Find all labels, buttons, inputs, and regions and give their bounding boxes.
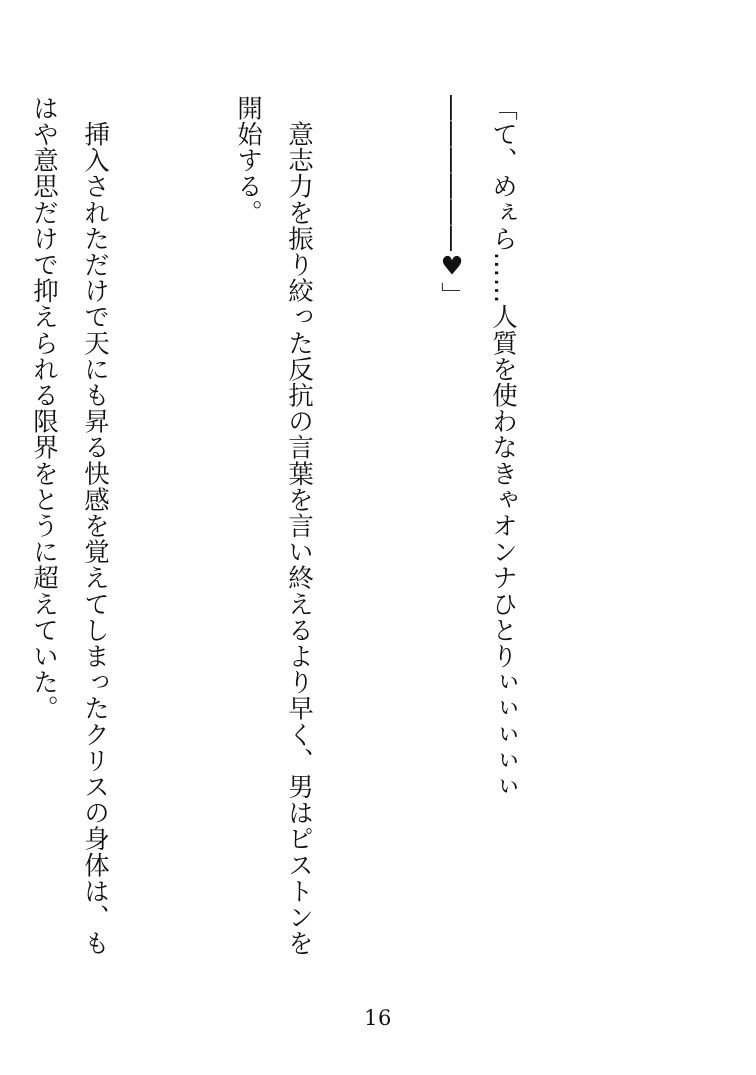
paragraph: 「て、めぇら……人質を使わなきゃオンナひとりぃぃぃぃぃ――――――♥」 [437,95,518,800]
paragraph: 挿入されただけで天にも昇る快感を覚えてしまったクリスの身体は、もはや意思だけで抑えられる限界をとうに超えていた。 [29,95,110,957]
page-number: 16 [364,1006,392,1030]
vertical-text-body [0,95,630,975]
paragraph: 意志力を振り絞った反抗の言葉を言い終えるより早く、男はピストンを開始する。 [233,95,314,957]
